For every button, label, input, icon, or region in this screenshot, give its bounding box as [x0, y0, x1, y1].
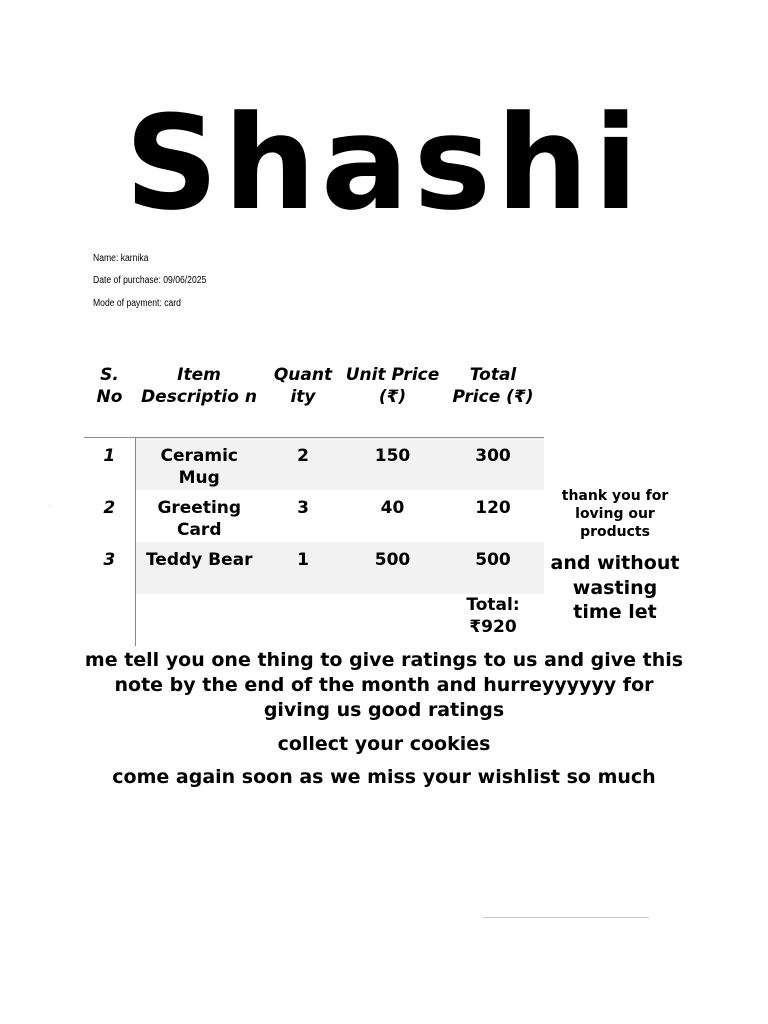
stray-mark: [49, 506, 50, 507]
side-note-thanks: thank you for loving our products: [561, 488, 669, 540]
row-qty: 2: [263, 438, 343, 491]
row-unit-price: 500: [343, 542, 442, 594]
message-ratings: me tell you one thing to give ratings to us and give this note by the end of the month and hurreyyyyyy for giving us good ratings: [84, 649, 684, 721]
empty-cell: [84, 594, 135, 646]
message-cookies: collect your cookies: [277, 733, 491, 755]
row-unit-price: 40: [380, 498, 405, 518]
table-row: [84, 542, 544, 594]
row-unit-price: 150: [343, 438, 442, 491]
row-qty: 3: [297, 498, 309, 518]
row-total-price: 120: [475, 498, 511, 518]
empty-cell: [263, 594, 343, 646]
row-item: Ceramic Mug: [135, 438, 263, 491]
message-come-again: come again soon as we miss your wishlist so much: [112, 766, 656, 788]
row-sno: 3: [84, 542, 135, 594]
header-item-description: Item Descriptio n: [135, 362, 263, 438]
customer-name: Name: karnika: [93, 253, 149, 264]
signature-line: [483, 917, 649, 918]
row-total-price: 300: [442, 438, 544, 491]
side-note-continued: and without wasting time let: [550, 552, 680, 623]
header-total-price: Total Price (₹): [442, 362, 544, 438]
empty-cell: [343, 594, 442, 646]
row-item: Greeting Card: [157, 498, 242, 540]
grand-total: Total: ₹920: [466, 595, 520, 637]
row-item: Teddy Bear: [135, 542, 263, 594]
page-title: Shashi: [124, 87, 644, 239]
table-row: [84, 490, 544, 542]
table-row: [84, 438, 544, 491]
row-sno: 2: [84, 490, 135, 542]
total-row: [84, 594, 544, 646]
header-quantity: Quant ity: [263, 362, 343, 438]
row-total-price: 500: [442, 542, 544, 594]
table-header-row: [84, 362, 544, 438]
payment-mode: Mode of payment: card: [93, 298, 181, 309]
row-qty: 1: [263, 542, 343, 594]
empty-cell: [135, 594, 263, 646]
row-sno: 1: [84, 438, 135, 491]
header-unit-price: Unit Price (₹): [343, 362, 442, 438]
purchase-date: Date of purchase: 09/06/2025: [93, 275, 207, 286]
header-sno: S. No: [84, 362, 135, 438]
items-table: [84, 362, 544, 646]
